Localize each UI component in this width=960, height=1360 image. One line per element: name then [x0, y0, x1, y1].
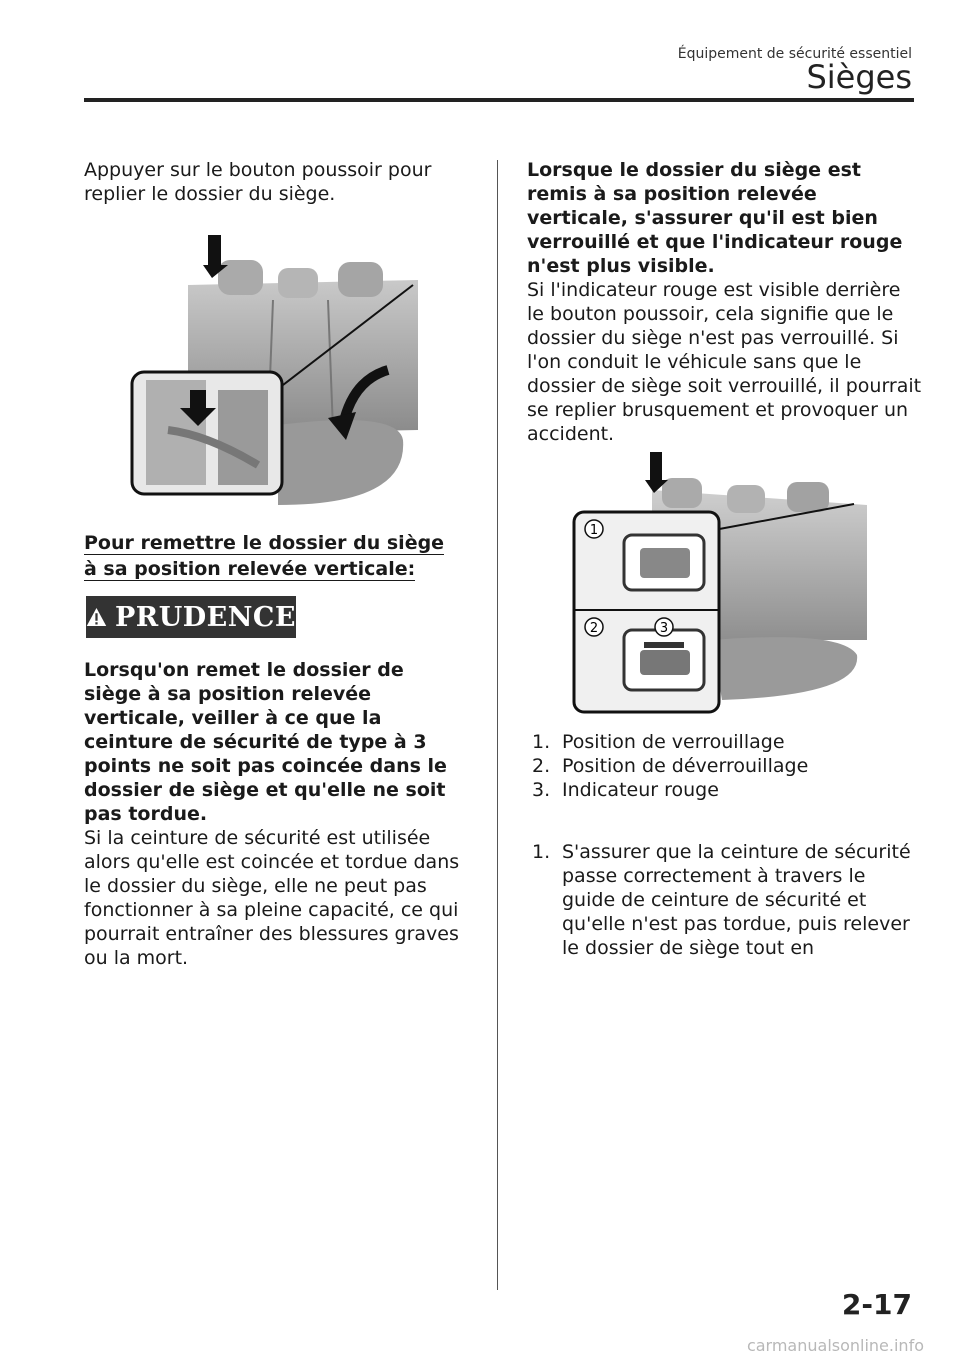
column-divider [497, 160, 498, 1290]
legend-number: 1. [532, 731, 551, 753]
page-number: 2-17 [841, 1288, 912, 1321]
figure-label-3: 3 [659, 621, 669, 636]
intro-block [84, 158, 464, 206]
warning-bold-text: Lorsque le dossier du siège est remis à sa position relevée verticale, s'assurer qu'il est bien verrouillé et que l'indicateur rouge n'est plus visible. [527, 159, 903, 277]
legend-text: Position de déverrouillage [562, 755, 809, 777]
watermark: carmanualsonline.info [746, 1336, 924, 1355]
subheading: Pour remettre le dossier du siège à sa position relevée verticale: [84, 532, 445, 580]
warning-block [527, 158, 922, 446]
legend-text: Position de verrouillage [562, 731, 785, 753]
intro-text: Appuyer sur le bouton poussoir pour replier le dossier du siège. [84, 159, 432, 205]
legend-item [532, 754, 912, 778]
figure-label-2: 2 [589, 621, 599, 636]
step-text: S'assurer que la ceinture de sécurité passe correctement à travers le guide de ceinture de sécurité et qu'elle n'est pas tordue, puis relever le dossier de siège tout en [562, 841, 911, 959]
caution-label: PRUDENCE [114, 601, 296, 633]
caution-body [84, 658, 464, 970]
lock-indicator-illustration [572, 450, 872, 715]
figure-legend [532, 730, 912, 802]
figure-label-1: 1 [589, 523, 599, 538]
legend-number: 2. [532, 755, 551, 777]
legend-text: Indicateur rouge [562, 779, 719, 801]
section-name: Équipement de sécurité essentiel [677, 46, 912, 62]
warning-text: Si l'indicateur rouge est visible derrière le bouton poussoir, cela signifie que le dossier du siège n'est pas verrouillé. Si l'on conduit le véhicule sans que le dossier de siège soit verrouillé, il pourrait se replier brusquement et provoquer un accident. [527, 279, 922, 445]
caution-text: Si la ceinture de sécurité est utilisée alors qu'elle est coincée et tordue dans le dossier du siège, elle ne peut pas fonctionner à sa pleine capacité, ce qui pourrait entraîner des blessures graves ou la mort. [84, 827, 460, 969]
legend-number: 3. [532, 779, 551, 801]
warning-icon [86, 604, 107, 630]
header-rule [84, 98, 914, 102]
caution-bold-text: Lorsqu'on remet le dossier de siège à sa position relevée verticale, veiller à ce que la ceinture de sécurité de type à 3 points ne soit pas coincée dans le dossier de siège et qu'elle ne soit pas tordue. [84, 659, 447, 825]
step-number: 1. [532, 841, 551, 863]
page-title: Sièges [806, 58, 912, 96]
legend-item [532, 778, 912, 802]
seat-fold-illustration [128, 230, 428, 510]
caution-label-box [86, 596, 296, 638]
procedure-steps [532, 840, 917, 960]
legend-item [532, 730, 912, 754]
step-item [532, 840, 917, 960]
